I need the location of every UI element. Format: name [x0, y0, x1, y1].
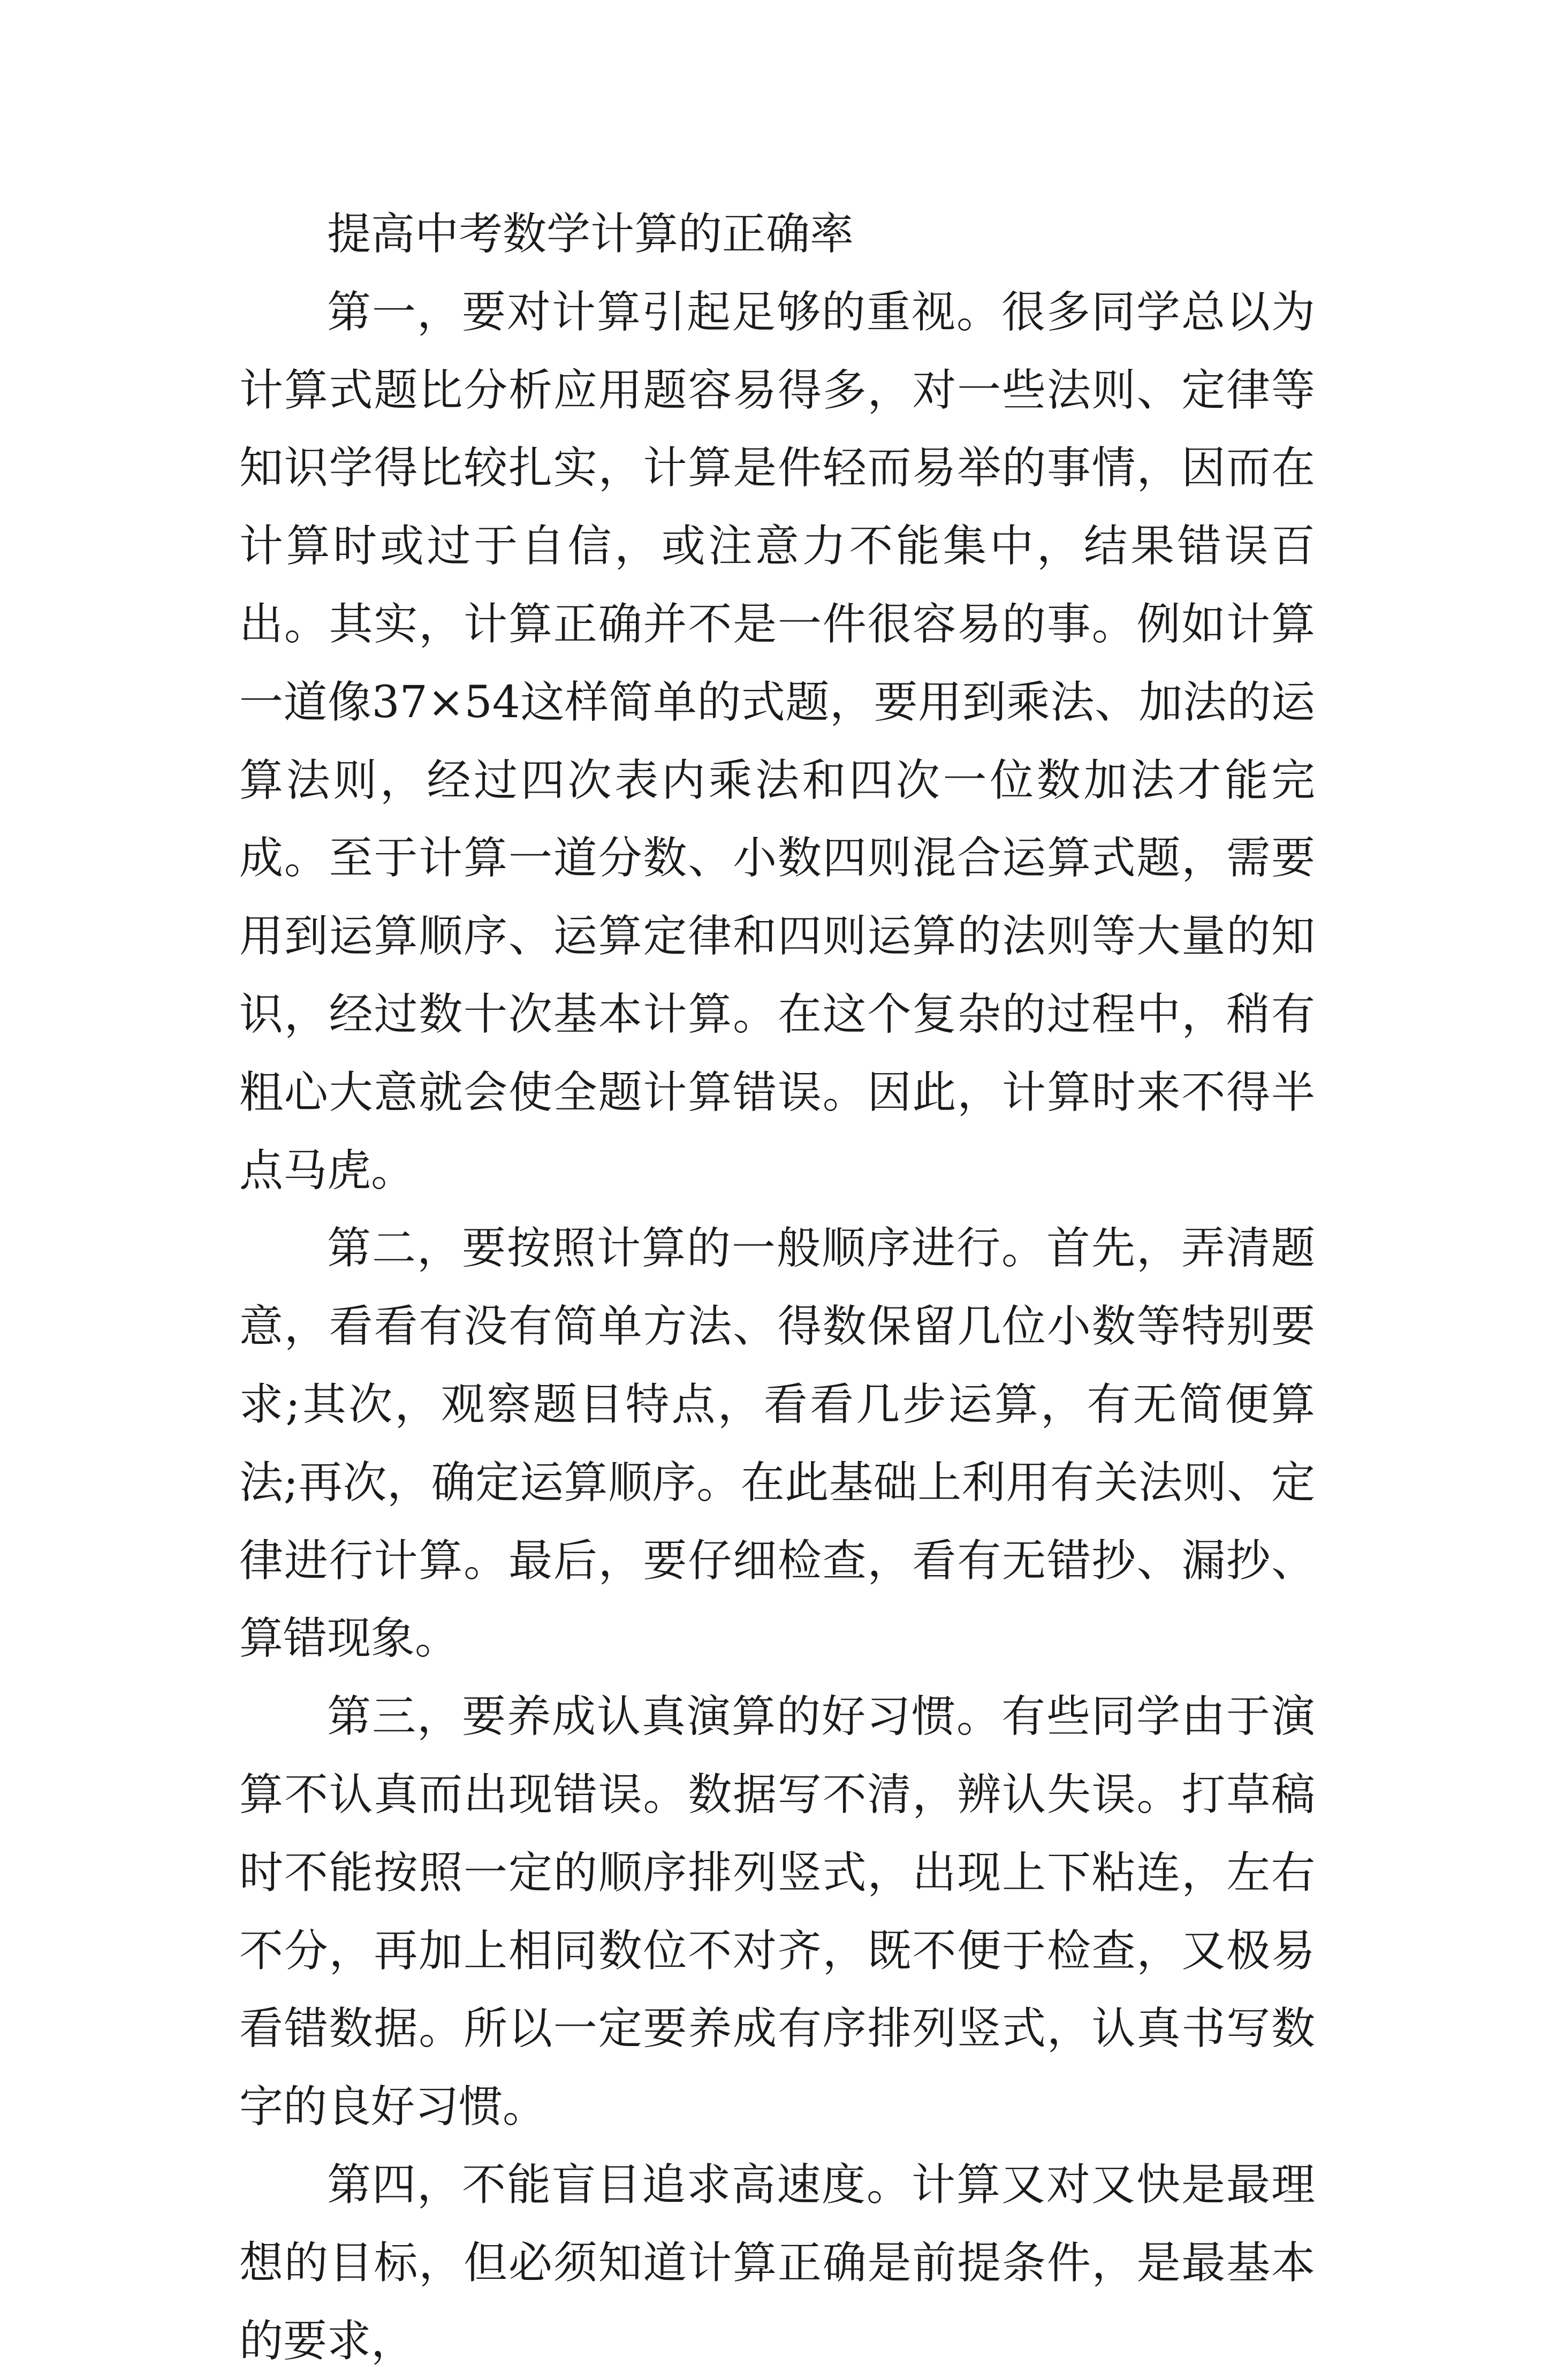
paragraph-1: 第一，要对计算引起足够的重视。很多同学总以为计算式题比分析应用题容易得多，对一些法则、定律等知识学得比较扎实，计算是件轻而易举的事情，因而在计算时或过于自信，或注意力不能集中，结果错误百出。其实，计算正确并不是一件很容易的事。例如计算一道像37×54这样简单的式题，要用到乘法、加法的运算法则，经过四次表内乘法和四次一位数加法才能完成。至于计算一道分数、小数四则混合运算式题，需要用到运算顺序、运算定律和四则运算的法则等大量的知识，经过数十次基本计算。在这个复杂的过程中，稍有粗心大意就会使全题计算错误。因此，计算时来不得半点马虎。: [239, 286, 1315, 1196]
document-body: [239, 195, 1315, 2380]
paragraph-4: 第四，不能盲目追求高速度。计算又对又快是最理想的目标，但必须知道计算正确是前提条件，是最基本的要求，: [239, 2159, 1315, 2367]
document-title: 提高中考数学计算的正确率: [327, 209, 854, 260]
paragraph-3: 第三，要养成认真演算的好习惯。有些同学由于演算不认真而出现错误。数据写不清，辨认失误。打草稿时不能按照一定的顺序排列竖式，出现上下粘连，左右不分，再加上相同数位不对齐，既不便于检查，又极易看错数据。所以一定要养成有序排列竖式，认真书写数字的良好习惯。: [239, 1691, 1315, 2133]
paragraph-2: 第二，要按照计算的一般顺序进行。首先，弄清题意，看看有没有简单方法、得数保留几位小数等特别要求;其次，观察题目特点，看看几步运算，有无简便算法;再次，确定运算顺序。在此基础上利用有关法则、定律进行计算。最后，要仔细检查，看有无错抄、漏抄、算错现象。: [239, 1223, 1315, 1664]
